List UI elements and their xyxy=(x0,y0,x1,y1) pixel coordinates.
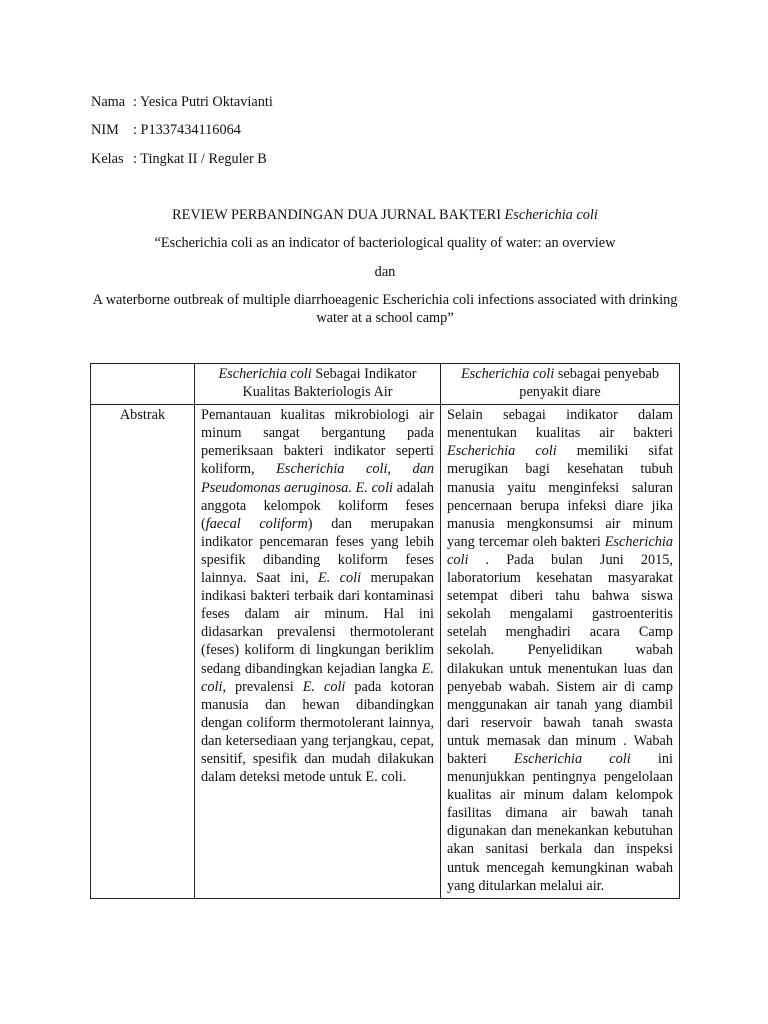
document-title xyxy=(90,206,680,224)
header-empty-cell xyxy=(91,364,195,405)
text-fragment: memiliki sifat merugikan bagi kesehatan tubuh manusia yaitu menginfeksi saluran pencernaan berupa infeksi diare jika manusia mengkonsumsi air minum yang tercemar oleh bakteri xyxy=(447,443,673,550)
name-label: Nama xyxy=(91,94,126,110)
kelas-label: Kelas xyxy=(91,151,124,167)
header-indicator-text: Sebagai Indikator Kualitas Bakteriologis Air xyxy=(242,366,417,401)
italic-fragment: Escherichia coli xyxy=(447,533,673,568)
journal-two-title: A waterborne outbreak of multiple diarrhoeagenic Escherichia coli infections associated with drinking water at a school camp” xyxy=(92,292,678,326)
text-fragment: ) dan merupakan indikator pencemaran feses yang lebih spesifik dibanding koliform feses lainnya. Saat ini, xyxy=(201,515,434,587)
name-value: : Yesica Putri Oktavianti xyxy=(133,94,273,110)
table-header-row xyxy=(91,364,680,405)
nim-value: : P1337434116064 xyxy=(133,122,241,138)
header-disease-text: sebagai penyebab penyakit diare xyxy=(519,366,660,401)
italic-fragment: Escherichia coli, dan Pseudomonas aeruginosa. E. coli xyxy=(201,461,434,496)
text-fragment: , prevalensi xyxy=(222,678,303,695)
italic-fragment: Escherichia coli xyxy=(447,443,557,460)
italic-fragment: E. coli xyxy=(201,660,434,695)
italic-fragment: Escherichia coli xyxy=(513,750,631,767)
text-fragment: merupakan indikasi bakteri terbaik dari kontaminasi feses dalam air minum. Hal ini didasarkan prevalensi thermotolerant (feses) koliform di lingkungan beriklim sedang dibandingkan kejadian langka xyxy=(201,570,434,677)
header-disease xyxy=(441,364,680,405)
journal-one-title: “Escherichia coli as an indicator of bacteriological quality of water: an overview xyxy=(154,235,616,251)
text-fragment: adalah anggota kelompok koliform feses ( xyxy=(201,479,434,532)
name-line xyxy=(91,93,273,111)
text-fragment: ini menunjukkan pentingnya pengelolaan kualitas air minum dalam kelompok fasilitas dimana air bawah tanah digunakan dan menekankan kebutuhan akan sanitasi berkala dan inspeksi untuk mencegah kemungkinan wabah yang ditularkan melalui air. xyxy=(447,750,673,894)
italic-fragment: E. coli xyxy=(318,570,362,587)
row-label-abstrak: Abstrak xyxy=(91,405,195,899)
comparison-table xyxy=(90,363,680,899)
italic-fragment: E. coli xyxy=(302,678,346,695)
title-prefix: REVIEW PERBANDINGAN DUA JURNAL BAKTERI xyxy=(172,207,505,223)
table-row xyxy=(91,405,680,899)
text-fragment: pada kotoran manusia dan hewan dibandingkan dengan coliform thermotolerant lainnya, dan ketersediaan yang terjangkau, cepat, sensitif, spesifik dan mudah dilakukan dalam deteksi metode untuk E. coli. xyxy=(201,678,434,786)
abstract-indicator xyxy=(195,405,441,899)
kelas-line xyxy=(91,150,267,168)
header-indicator xyxy=(195,364,441,405)
header-disease-species: Escherichia coli xyxy=(460,366,555,382)
italic-fragment: faecal coliform xyxy=(205,515,308,532)
text-fragment: . Pada bulan Juni 2015, laboratorium kesehatan masyarakat setempat diberi tahu bahwa siswa sekolah mengalami gastroenteritis setelah menghadiri acara Camp sekolah. Penyelidikan wabah dilakukan untuk menentukan luas dan penyebab wabah. Sistem air di camp menggunakan air tanah yang diambil dari reservoir bawah tanah swasta untuk memasak dan minum . Wabah bakteri xyxy=(447,551,673,767)
text-fragment: Pemantauan kualitas mikrobiologi air minum sangat bergantung pada pemeriksaan bakteri indikator seperti koliform, xyxy=(201,407,434,478)
connector-dan: dan xyxy=(374,264,396,280)
header-indicator-species: Escherichia coli xyxy=(218,366,312,382)
kelas-value: : Tingkat II / Reguler B xyxy=(133,151,267,167)
text-fragment: Selain sebagai indikator dalam menentukan kualitas air bakteri xyxy=(447,407,673,442)
nim-label: NIM xyxy=(91,122,119,138)
abstract-disease xyxy=(441,405,680,899)
title-species: Escherichia coli xyxy=(504,207,598,223)
nim-line xyxy=(91,121,241,139)
